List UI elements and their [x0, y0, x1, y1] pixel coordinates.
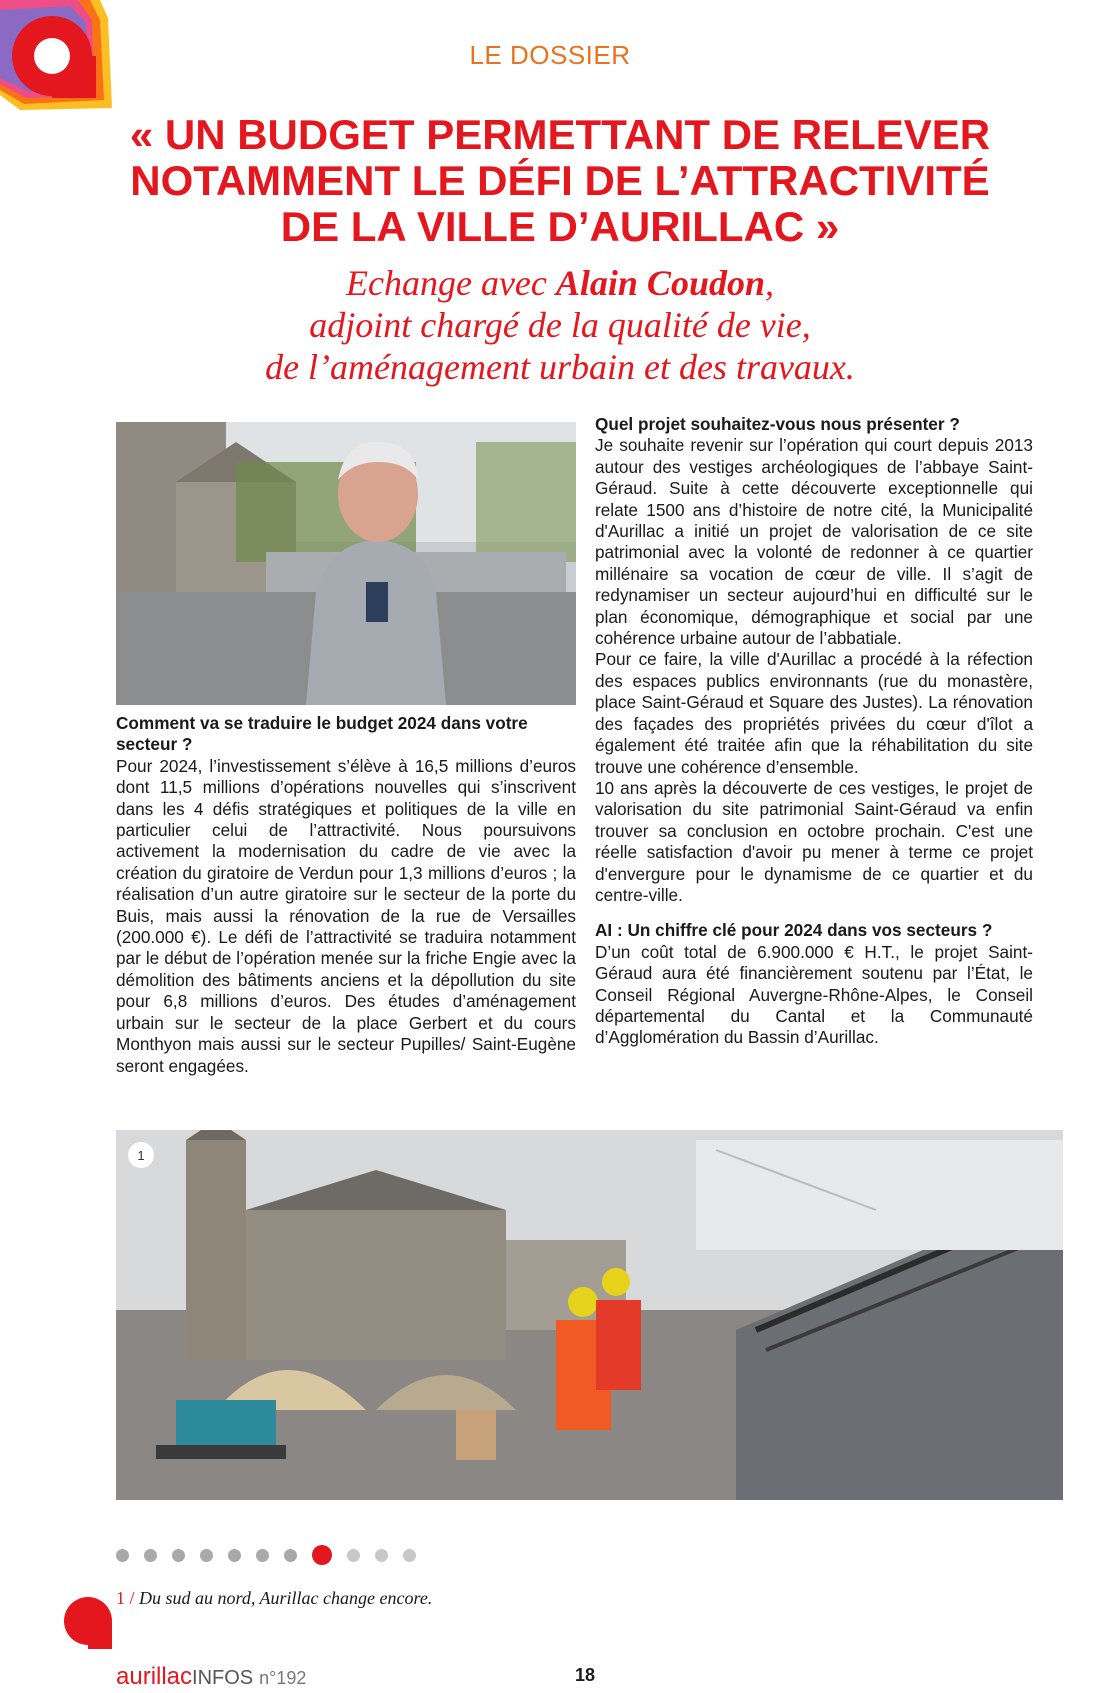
photo-caption	[116, 1588, 432, 1609]
subhead-comma: ,	[764, 263, 774, 303]
progress-dot	[347, 1549, 360, 1562]
issue-number: n°192	[259, 1668, 307, 1688]
progress-dot	[375, 1549, 388, 1562]
caption-number: 1 /	[116, 1588, 135, 1608]
subhead-line: de l’aménagement urbain et des travaux.	[265, 347, 855, 387]
progress-dot	[144, 1549, 157, 1562]
headline-line: NOTAMMENT LE DÉFI DE L’ATTRACTIVITÉ	[130, 157, 990, 204]
interviewee-name: Alain Coudon	[555, 263, 765, 303]
left-column	[116, 713, 576, 1077]
answer-paragraph: Pour 2024, l’investissement s’élève à 16,5 millions d’euros dont 11,5 millions d’opérations nouvelles qui s’inscrivent dans les 4 défis stratégiques et politiques de la ville en particulier celui de l’attractivité. Nous poursuivons activement la modernisation du cadre de vie avec la création du giratoire de Verdun pour 1,3 millions d’euros ; la réalisation d’un autre giratoire sur le secteur de la porte du Buis, mais aussi la rénovation de la rue de Versailles (200.000 €). Le défi de l’attractivité se traduira notamment par le début de l’opération menée sur la friche Engie avec la démolition des bâtiments anciens et la dépollution du site pour 6,8 millions d’euros. Des études d’aménagement urbain sur le secteur de la place Gerbert et du cours Monthyon mais aussi sur le secteur Pupilles/ Saint-Eugène seront engagées.	[116, 755, 576, 1076]
headline-line: « UN BUDGET PERMETTANT DE RELEVER	[129, 111, 991, 158]
photo-number-badge: 1	[128, 1142, 154, 1168]
answer-paragraph: Pour ce faire, la ville d'Aurillac a procédé à la réfection des espaces publics environnants (rue du monastère, place Saint-Géraud et Square des Justes). La rénovation des façades des propriétés privées du cœur d'îlot a également été traitée afin que la réhabilitation du site trouve une cohérence d’ensemble.	[595, 649, 1033, 777]
headline-line: DE LA VILLE D’AURILLAC »	[280, 203, 840, 250]
brand-name: aurillac	[116, 1663, 193, 1690]
brand-infos: INFOS	[192, 1667, 254, 1689]
progress-dot	[403, 1549, 416, 1562]
footer-logo-icon	[62, 1595, 114, 1651]
page-progress-dots	[116, 1546, 431, 1564]
page-number: 18	[575, 1665, 596, 1685]
right-column	[595, 414, 1033, 1049]
progress-dot	[228, 1549, 241, 1562]
question-heading: Quel projet souhaitez-vous nous présenter ?	[595, 414, 960, 434]
progress-dot	[256, 1549, 269, 1562]
progress-dot	[200, 1549, 213, 1562]
caption-text: Du sud au nord, Aurillac change encore.	[134, 1588, 433, 1608]
answer-paragraph: 10 ans après la découverte de ces vestiges, le projet de valorisation du site patrimonial Saint-Géraud va enfin trouver sa conclusion en octobre prochain. C'est une réelle satisfaction d'avoir pu mener à terme ce projet d'envergure pour le dynamisme de ce quartier et du centre-ville.	[595, 777, 1033, 905]
question-heading: Comment va se traduire le budget 2024 dans votre secteur ?	[116, 713, 528, 755]
construction-photo	[116, 1130, 1063, 1500]
portrait-photo	[116, 422, 576, 705]
publication-footer	[116, 1663, 306, 1691]
progress-dot	[116, 1549, 129, 1562]
subhead-prefix: Echange avec	[346, 263, 556, 303]
section-label: LE DOSSIER	[469, 40, 631, 70]
progress-dot	[284, 1549, 297, 1562]
progress-dot-active	[312, 1545, 332, 1565]
answer-paragraph: D’un coût total de 6.900.000 € H.T., le projet Saint-Géraud aura été financièrement soutenu par l’État, le Conseil Régional Auvergne-Rhône-Alpes, le Conseil départemental du Cantal et la Communauté d’Agglomération du Bassin d’Aurillac.	[595, 941, 1033, 1048]
subhead-line: adjoint chargé de la qualité de vie,	[309, 305, 811, 345]
progress-dot	[172, 1549, 185, 1562]
headline	[110, 112, 1010, 250]
question-heading: AI : Un chiffre clé pour 2024 dans vos secteurs ?	[595, 920, 993, 941]
answer-paragraph: Je souhaite revenir sur l’opération qui court depuis 2013 autour des vestiges archéologiques de l’abbaye Saint-Géraud. Suite à cette découverte exceptionnelle qui relate 1500 ans d’histoire de notre cité, la Municipalité d'Aurillac a initié un projet de valorisation de ce site patrimonial avec la volonté de redonner à ce quartier millénaire sa vocation de cœur de ville. Il s’agit de redynamiser un secteur aujourd’hui en difficulté sur le plan économique, démographique et social par une cohérence urbaine autour de l’abbatiale.	[595, 435, 1033, 649]
subheadline	[110, 262, 1010, 388]
